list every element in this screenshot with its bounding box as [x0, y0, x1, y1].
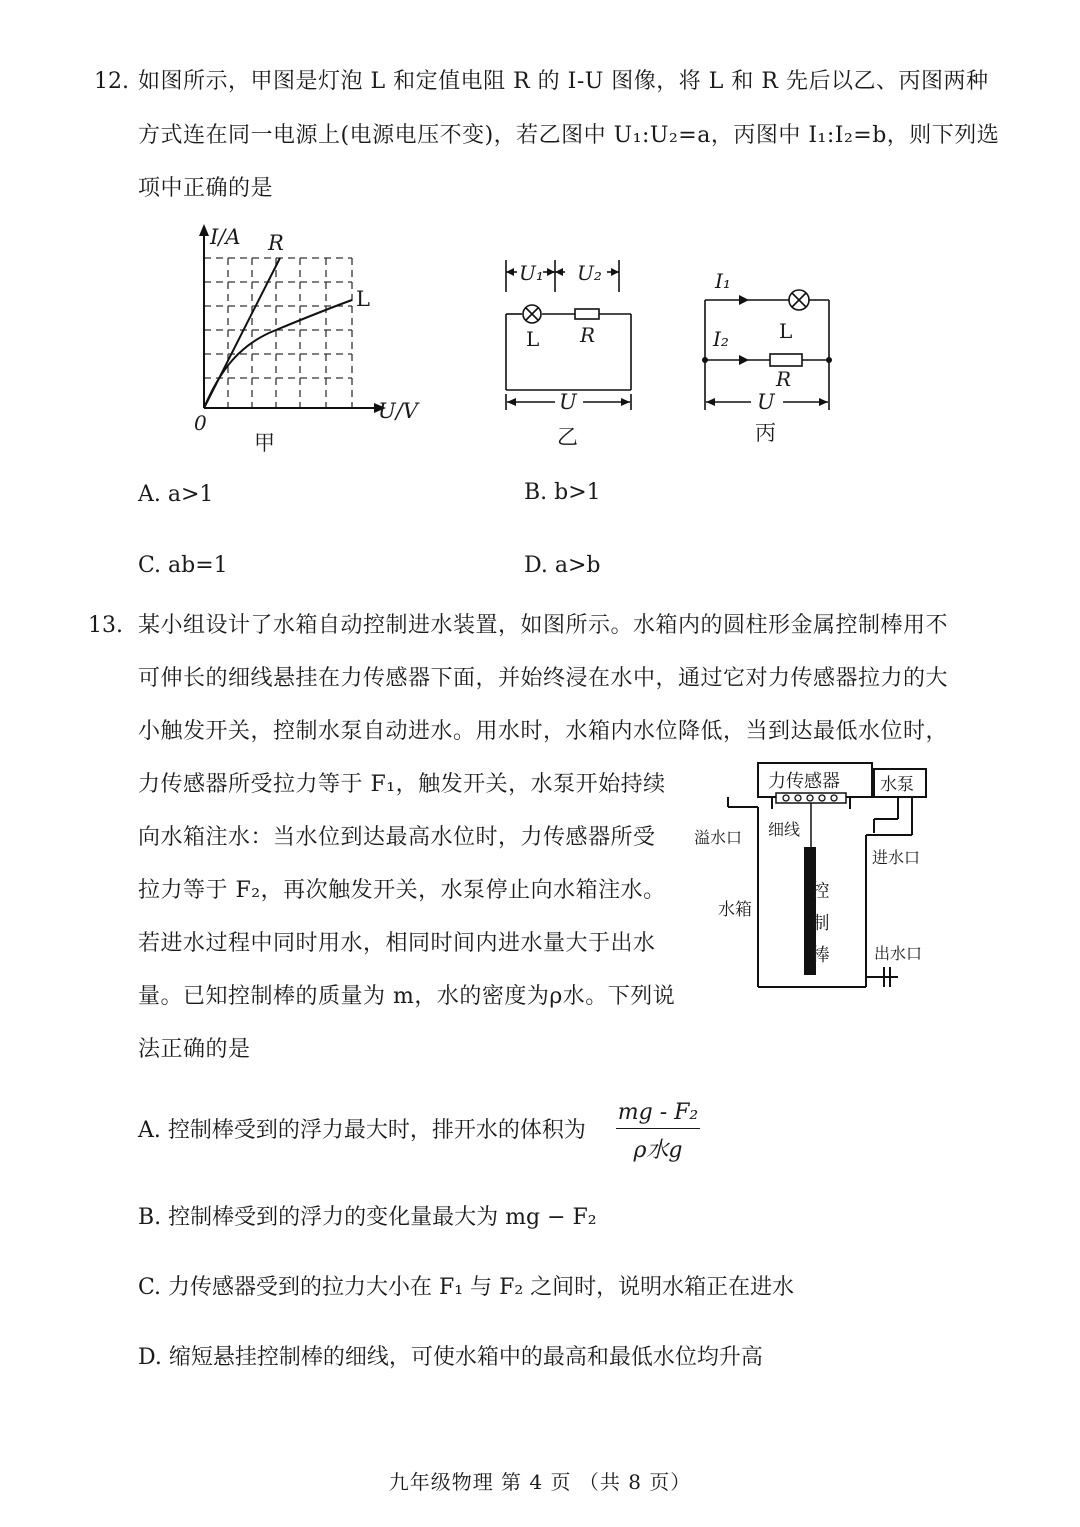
rod-label: 控制棒: [808, 881, 830, 977]
graph-caption: 甲: [254, 431, 275, 455]
q13-line-8: 量。已知控制棒的质量为 m，水的密度为ρ水。下列说: [138, 984, 676, 1009]
pump-label: 水泵: [880, 775, 914, 795]
q13-number: 13.: [88, 613, 123, 638]
i1-label: I₁: [715, 269, 731, 293]
series-resistor-label: R: [580, 323, 596, 347]
parallel-resistor-label: R: [776, 367, 792, 391]
q12-line-1: 如图所示，甲图是灯泡 L 和定值电阻 R 的 I-U 图像，将 L 和 R 先后以乙、丙图两种: [138, 69, 989, 94]
fraction-numerator: mg - F₂: [616, 1100, 700, 1129]
q13-option-a: A. 控制棒受到的浮力最大时，排开水的体积为: [138, 1118, 586, 1143]
resistor-r-symbol: [575, 309, 599, 319]
parallel-circuit: [695, 262, 845, 452]
curve-l-label: L: [356, 287, 370, 311]
q13-line-3: 小触发开关，控制水泵自动进水。用水时，水箱内水位降低，当到达最低水位时，: [138, 719, 949, 744]
q13-line-9: 法正确的是: [138, 1037, 251, 1062]
q13-option-a-fraction: [616, 1100, 700, 1164]
q12-option-b: B. b>1: [524, 480, 601, 505]
overflow-label: 溢水口: [694, 828, 743, 847]
outlet-label: 出水口: [874, 944, 923, 963]
q12-option-d: D. a>b: [524, 553, 601, 578]
fraction-denominator: ρ水g: [633, 1138, 683, 1163]
q13-option-b: B. 控制棒受到的浮力的变化量最大为 mg − F₂: [138, 1205, 597, 1230]
parallel-caption: 丙: [755, 421, 776, 445]
parallel-u-label: U: [757, 390, 775, 414]
q13-line-5: 向水箱注水：当水位到达最高水位时，力传感器所受: [138, 825, 656, 850]
q12-number: 12.: [94, 69, 129, 94]
i2-label: I₂: [713, 327, 729, 351]
sensor-label: 力传感器: [768, 771, 840, 792]
water-tank-diagram: [690, 755, 950, 1005]
q13-option-c: C. 力传感器受到的拉力大小在 F₁ 与 F₂ 之间时，说明水箱正在进水: [138, 1275, 795, 1300]
series-u-label: U: [559, 390, 577, 414]
y-axis-label: I/A: [210, 225, 241, 249]
origin-label: 0: [194, 411, 207, 435]
parallel-resistor-symbol: [770, 354, 802, 366]
parallel-lamp-label: L: [779, 319, 793, 343]
curve-r-label: R: [268, 231, 284, 255]
q13-line-6: 拉力等于 F₂，再次触发开关，水泵停止向水箱注水。: [138, 878, 666, 903]
q12-line-3: 项中正确的是: [138, 176, 274, 201]
page-footer: 九年级物理 第 4 页 （共 8 页）: [388, 1470, 692, 1494]
x-axis-label: U/V: [378, 399, 418, 423]
series-lamp-label: L: [526, 327, 540, 351]
thread-label: 细线: [768, 820, 801, 839]
series-circuit: [495, 250, 645, 450]
q13-option-d: D. 缩短悬挂控制棒的细线，可使水箱中的最高和最低水位均升高: [138, 1345, 763, 1370]
series-caption: 乙: [557, 425, 578, 449]
iu-graph: [180, 220, 430, 460]
u1-label: U₁: [519, 261, 544, 285]
q13-line-4: 力传感器所受拉力等于 F₁，触发开关，水泵开始持续: [138, 772, 666, 797]
u2-label: U₂: [577, 261, 602, 285]
q13-line-1: 某小组设计了水箱自动控制进水装置，如图所示。水箱内的圆柱形金属控制棒用不: [138, 613, 949, 638]
q12-option-a: A. a>1: [138, 482, 214, 507]
q12-line-2: 方式连在同一电源上(电源电压不变)，若乙图中 U₁:U₂=a，丙图中 I₁:I₂=b，则下列选: [138, 123, 1000, 148]
inlet-label: 进水口: [872, 848, 921, 867]
tank-label: 水箱: [718, 900, 752, 920]
q12-option-c: C. ab=1: [138, 553, 228, 578]
q13-line-2: 可伸长的细线悬挂在力传感器下面，并始终浸在水中，通过它对力传感器拉力的大: [138, 666, 949, 691]
q13-line-7: 若进水过程中同时用水，相同时间内进水量大于出水: [138, 931, 656, 956]
